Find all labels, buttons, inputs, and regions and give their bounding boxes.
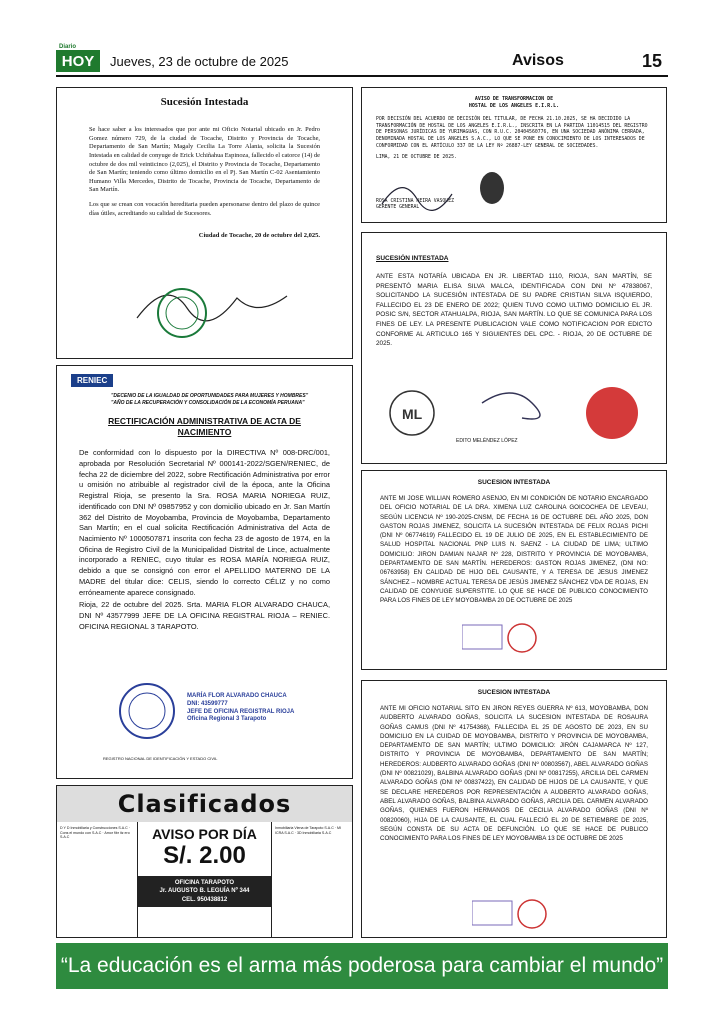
notice-sucesion-goñas: [361, 680, 667, 938]
notice-title: RECTIFICACIÓN ADMINISTRATIVA DE ACTA DE NACIMIENTO: [108, 416, 301, 438]
quote-banner: “La educación es el arma más poderosa para cambiar el mundo”: [56, 943, 668, 989]
notice-body: Se hace saber a los interesados que por ante mi Oficio Notarial ubicado en Jr. Pedro Gomez número 729, de la ciudad de Tocache, Distrito y Provincia de Tocache, Departamento de San Martín; Magaly Cecilia La Torre Alania, solicita la Sucesión Intestada en calidad de conyuge de Erick Uchiñahua Espinoza, fallecido el catorce (14) de octubre de dos mil veinticinco (2,025), el Distrito y Provincia de Tocache, Departamento de San Martín; teniendo como último domicilio en el Pj. San Martín C-02 Asentamiento Humano Villa Mercedes, Distrito de Tocache, Provincia de Tocache, Departamento de San Martín.: [89, 126, 320, 194]
page-header: [56, 44, 668, 74]
section-title: Avisos: [512, 52, 564, 69]
notice-place-date: Ciudad de Tocache, 20 de octubre del 2,025.: [198, 232, 320, 240]
clasificados-block: [56, 785, 353, 938]
newspaper-logo: [56, 44, 100, 72]
logo-subtitle: Diario: [59, 44, 77, 50]
notice-signoff: Rioja, 22 de octubre del 2025. Srta. MARIA FLOR ALVARADO CHAUCA, DNI Nº 43577999 JEFE DE LA OFICINA REGISTRAL RIOJA – RENIEC. OFICINA REGIONAL 3 TARAPOTO.: [79, 600, 330, 631]
aviso-price: S/. 2.00: [163, 842, 246, 869]
notary-stamp: [472, 897, 552, 931]
seal-text: MARÍA FLOR ALVARADO CHAUCA DNI: 43599777 JEFE DE OFICINA REGISTRAL RIOJA Oficina Regional 3 Tarapoto: [187, 693, 295, 723]
header-rule: [56, 75, 668, 77]
svg-text:ML: ML: [402, 406, 423, 422]
office-info: OFICINA TARAPOTO Jr. AUGUSTO B. LEGUÍA Nº 344 CEL. 950438812: [138, 876, 271, 907]
notice-title: AVISO DE TRANSFORMACION DE HOSTAL DE LOS ANGELES E.I.R.L.: [468, 96, 560, 109]
fingerprint: [472, 168, 512, 208]
page-number: 15: [641, 50, 662, 71]
notice-date: LIMA, 21 DE OCTUBRE DE 2025.: [376, 154, 457, 160]
reniec-seal: [117, 681, 337, 751]
aviso-label: AVISO POR DÍA: [152, 826, 257, 842]
notice-title: SUCESION INTESTADA: [477, 689, 551, 696]
issue-date: Jueves, 23 de octubre de 2025: [110, 53, 289, 69]
notice-body: ANTE MI JOSE WILLIAN ROMERO ASENJO, EN MI CONDICIÓN DE NOTARIO ENCARGADO DEL OFICIO NOTARIAL DE LA DRA. XIMENA LUZ CAROLINA GOICOCHEA DE LEVEAU, SEGÚN LICENCIA Nº 190-2025-CNSM, DE FECHA 16 DE OCTUBRE DEL AÑO 2025, DON GASTON ROJAS JIMENEZ, SOLICITA LA SUCESIÓN INTESTADA DE FELIX ROJAS PICHI (DNI Nº 06774619) FALLECIDO EL 19 DE JULIO DE 2025, EN EL ESTABLECIMIENTO DE SALUD HOSPITAL NACIONAL PNP LUIS N. SAENZ - LA CIUDAD DE LIMA; ULTIMO DOMICILIO: JIRON DAMIAN NAJAR Nº 228, DISTRITO Y PROVINCIA DE MOYOBAMBA, DEPARTAMENTO DE SAN MARTÍN. HEREDEROS: GASTON ROJAS JIMENEZ, (DNI NO: 06763958) EN CALIDAD DE HIJO DEL CAUSANTE, Y A TERESA DE JESUS JIMENEZ SÁNCHEZ – NOMBRE ACTUAL TERESA DE JESÚS JIMENEZ SÁNCHEZ VDA DE ROJAS, EN CALIDAD DE CONYUGE SUPERSTITE. LO QUE SE HACE DE PUBLICO CONOCIMIENTO PARA LOS FINES DE LEY MOYOBAMBA 20 DE OCTUBRE DE 2025: [380, 495, 648, 605]
notice-sucesion-rioja: [361, 232, 667, 464]
notary-name: EDITO MELÉNDEZ LÓPEZ: [456, 438, 518, 444]
notice-body: ANTE ESTA NOTARÍA UBICADA EN JR. LIBERTAD 1110, RIOJA, SAN MARTÍN, SE PRESENTÓ MARIA ELISA SILVA MALCA, IDENTIFICADA CON DNI Nº 47838067, SOLICITANDO LA SUCESIÓN INTESTADA DE SU PADRE CRISTIAN SILVA ISQUIERDO, FALLECIDO EL 23 DE ENERO DE 2022; QUIEN TUVO COMO ULTIMO DOMICILIO EL JR. POSIC S/N, SECTOR ATAHUALPA, RIOJA, SAN MARTÍN. LO QUE SE COMUNICA PARA LOS FINES DE LEY. LA PRESENTE PUBLICACION VALE COMO NOTIFICACION POR EDICTO CONFORME AL ARTICULO 165 Y SIGUIENTES DEL CPC. - RIOJA, 20 DE OCTUBRE DE 2025.: [376, 273, 652, 348]
notice-body: POR DECISIÓN DEL ACUERDO DE DECISIÓN DEL TITULAR, DE FECHA 21.10.2025, SE HA DECIDIDO LA TRANSFORMACIÓN DE HOSTAL DE LOS ANGELES E.I.R.L., INSCRITA EN LA PARTIDA 11014515 DEL REGISTRO DE PERSONAS JURÍDICAS DE YURIMAGUAS, CON R.U.C. 20404560776, EN UNA SOCIEDAD ANÓNIMA CERRADA, DENOMINADA HOSTAL DE LOS ANGELES S.A.C., LO QUE SE PONE EN CONOCIMIENTO DE LOS INTERESADOS DE CONFORMIDAD CON EL ARTÍCULO 337 DE LA LEY Nº 26887-LEY GENERAL DE SOCIEDADES.: [376, 117, 648, 149]
notice-title: SUCESION INTESTADA: [477, 479, 551, 486]
notice-body: De conformidad con lo dispuesto por la DIRECTIVA Nº 008-DRC/001, aprobada por Resolución Secretarial Nº 000141-2022/SGEN/RENIEC, de fecha 22 de diciembre del 2022, sobre Rectificación Administrativa por error u omisión no atribuible al registrador civil de la época, ante la Oficina Registral Rioja, se presento la Sra. ROSA MARIA NORIEGA RUIZ, identificado con DNI Nº 09857952 y con domicilio ubicado en Jr. San Martín 362 del Distrito de Moyobamba, Provincia de Moyobamba, Departamento San Martín; en el cual solicita Rectificación Administrativa del Acta de Nacimiento Nº 1000507871 inscrita con fecha 23 de agosto de 1974, en la Oficina de Registro Civil de la Municipalidad Distrital de Lince, actualmente incorporado a RENIEC, cuyo titular es ROSA MARÍA NORIEGA RUIZ, debido a que se consignó con error el APELLIDO MATERNO DE LA MADRE del titular dice: CELIS, siendo lo correcto CÉLIZ y no como erróneamente aparece consignado.: [79, 448, 330, 597]
notary-signature-seal: [127, 268, 307, 348]
signer: ROSA CRISTINA NEIRA VASQUEZ GERENTE GENERAL: [376, 198, 454, 210]
clasificados-price-box: [137, 822, 272, 938]
notice-sucesion-tocache: [56, 87, 353, 359]
notice-title: SUCESIÓN INTESTADA: [376, 255, 449, 262]
notary-seals: [382, 383, 652, 463]
clasificados-title: Clasificados: [57, 786, 352, 822]
clasificados-right: Inmobiliaria Viena de Tarapoto S.A.C · MI ICRA S.A.C · 3D Inmobiliaria S.A.C: [275, 826, 341, 835]
logo-text: HOY: [61, 52, 95, 70]
reniec-logo: RENIEC: [71, 374, 113, 387]
notice-title: Sucesión Intestada: [160, 96, 249, 108]
notice-transformacion: [361, 87, 667, 223]
notice-reniec: [56, 365, 353, 779]
notice-sucesion-rojas: [361, 470, 667, 670]
reniec-header: [71, 374, 338, 387]
official-seal-icon: [117, 681, 177, 741]
notice-closing: Los que se crean con vocación hereditaria pueden apersonarse dentro del plazo de quince días útiles, acreditando su calidad de Sucesores.: [89, 201, 320, 217]
decenio-text: "DECENIO DE LA IGUALDAD DE OPORTUNIDADES PARA MUJERES Y HOMBRES" "AÑO DE LA RECUPERACIÓN Y CONSOLIDACIÓN DE LA ECONOMÍA PERUANA": [111, 393, 309, 406]
clasificados-left: D Y D Inmobiliaria y Construcciones S.A.C · Cons el mundo con S.A.C · Amor fibr itz ero S.A.C: [60, 826, 130, 840]
reniec-footer: REGISTRO NACIONAL DE IDENTIFICACIÓN Y ESTADO CIVIL: [103, 756, 218, 761]
notary-stamp: [462, 621, 542, 655]
notice-body: ANTE MI OFICIO NOTARIAL SITO EN JIRON REYES GUERRA Nº 613, MOYOBAMBA, DON AUDBERTO ALVARADO GOÑAS, SOLICITA LA SUCESION INTESTADA DE ROSAURA GOÑAS CAMUS (DNI Nº 41754368), FALLECIDA EL 25 DE AGOSTO DE 2023, EN SU DOMICILIO EN LA CUIDAD DE MOYOBAMBA, DISTRITO Y PROVINCIA DE MOYOBAMBA, DEPARTAMENTO DE SAN MARTÍN; ULTIMO DOMICILIO: JIRÓN CAJAMARCA Nº 127, DISTRITO Y PROVINCIA DE MOYOBAMBA, DEPARTAMENTO DE SAN MARTÍN; HEREDEROS: AUDBERTO ALVARADO GOÑAS (DNI Nº 00803567), ABEL ALVARADO GOÑAS (DNI Nº 00821029), BALBINA ALVARADO GOÑAS (DNI Nº 00817255), ARCILIA DEL CARMEN ALVARADO GOÑAS (DNI Nº 00837422), EN CALIDAD DE HIJOS DE LA CAUSANTE, Y QUE SE DECLARE HEREDEROS POR REPRESENTACIÓN A AUDBERTO ALVARADO GOÑAS, ABEL ALVARADO GOÑAS, BALBINA ALVARADO GOÑAS, ARCILIA DEL CARMEN ALVARADO GOÑAS, QUIENES FUERON HERMANOS DE CECILIA ALVARADO GOÑAS (DNI Nº 00820060), HIJA DE LA CAUSANTE, EL CUAL FALLECIÓ EL 20 DE SETIEMBRE DE 2025, SEGÚN CONSTA DE SU ACTA DE DEFUNCIÓN. LO QUE SE HACE DE PUBLICO CONOCIMIENTO PARA LOS FINES DE LEY MOYOBAMBA 13 DE OCTUBRE DE 2025: [380, 705, 648, 843]
